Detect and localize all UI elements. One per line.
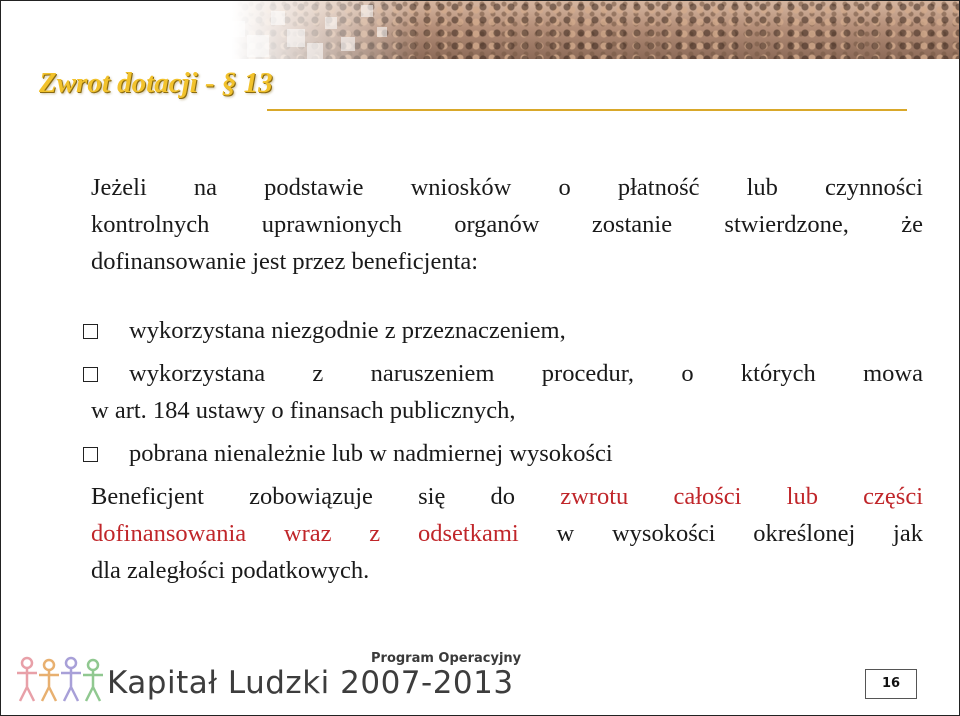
outro-highlight-1: zwrotu całości lub części [560,483,924,510]
page-number: 16 [865,669,917,699]
list-item [91,355,923,429]
list-item [91,435,923,472]
program-operacyjny-label: Program Operacyjny [371,651,522,666]
condition-list [91,312,923,472]
outro-highlight-2: dofinansowania wraz z odsetkami [91,520,519,547]
bullet-line-2: w art. 184 ustawy o finansach publicznych, [91,397,516,424]
outro-paragraph [91,478,923,589]
intro-paragraph [91,169,923,280]
square-bullet-icon [83,324,98,339]
square-bullet-icon [83,367,98,382]
square-bullet-icon [83,447,98,462]
bullet-line-1: wykorzystana z naruszeniem procedur, o których mowa [129,360,923,387]
intro-line-3: dofinansowanie jest przez beneficjenta: [91,248,479,275]
outro-line-2 [91,515,923,552]
outro-line-3: dla zaległości podatkowych. [91,557,370,584]
kapital-ludzki-logo-icon [15,655,105,705]
outro-line-1-text: Beneficjent zobowiązuje się do [91,483,561,510]
slide-content [91,169,923,589]
intro-line-2: kontrolnych uprawnionych organów zostanie stwierdzone, że [91,211,923,238]
title-underline [267,109,907,111]
bullet-line-1: wykorzystana niezgodnie z przeznaczeniem, [129,317,566,344]
bullet-line-1: pobrana nienależnie lub w nadmiernej wysokości [129,440,613,467]
slide-title: Zwrot dotacji - § 13 [39,67,273,99]
intro-line-1: Jeżeli na podstawie wniosków o płatność lub czynności [91,174,923,201]
outro-line-2-text: w wysokości określonej jak [518,520,923,547]
kapital-ludzki-brand: Kapitał Ludzki 2007-2013 [107,665,514,701]
outro-line-1 [91,478,923,515]
header-decorative-squares [1,1,959,59]
list-item [91,312,923,349]
